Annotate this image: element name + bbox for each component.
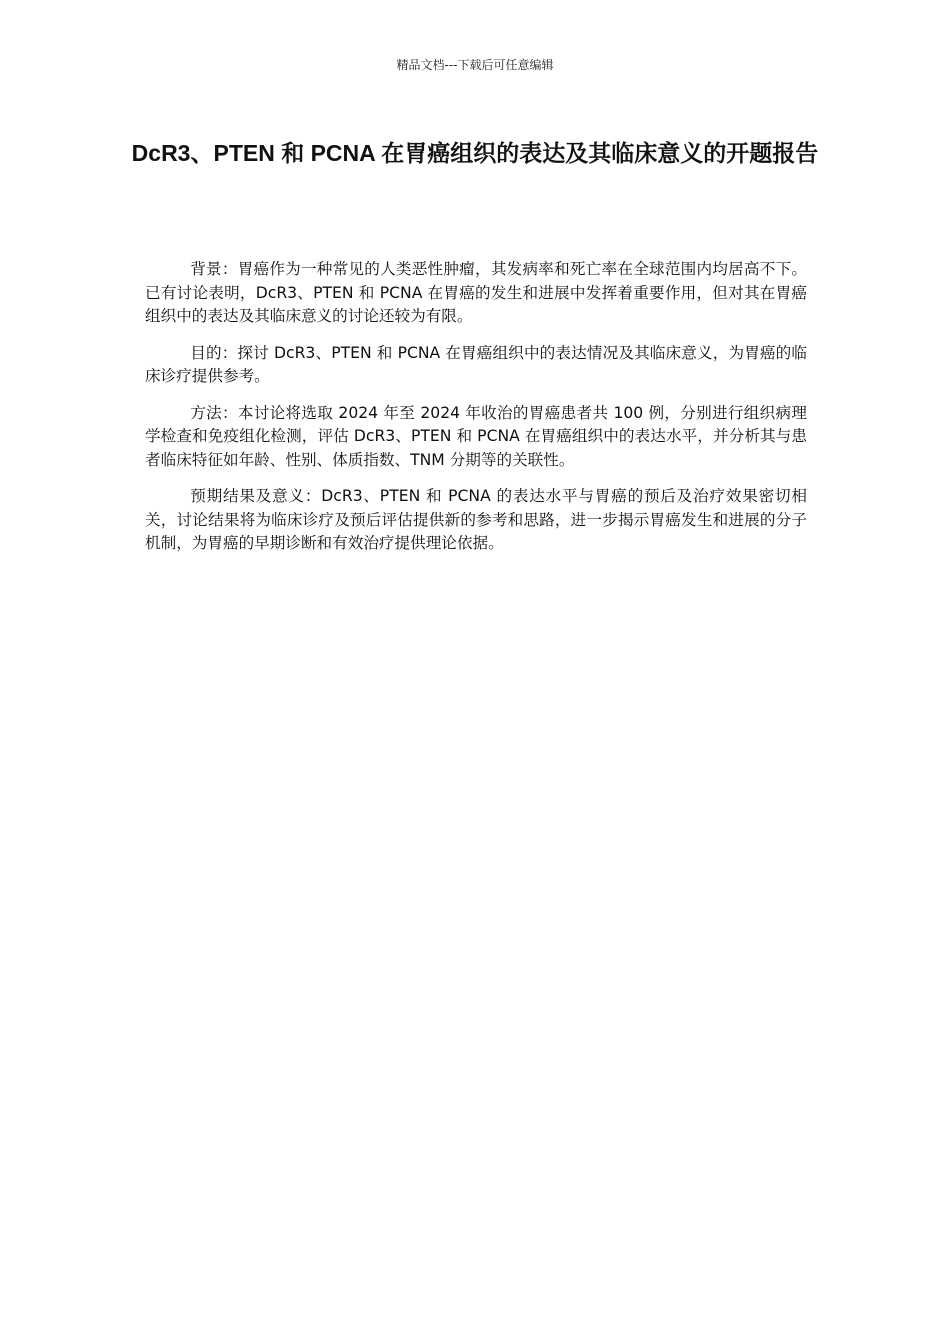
header-note: 精品文档---下载后可任意编辑 [396, 58, 554, 72]
paragraph-methods: 方法：本讨论将选取 2024 年至 2024 年收治的胃癌患者共 100 例，分别进行组织病理学检查和免疫组化检测，评估 DcR3、PTEN 和 PCNA 在胃癌组织中的表达水平，并分析其与患者临床特征如年龄、性别、体质指数、TNM 分期等的关联性。 [145, 403, 807, 469]
paragraph-expected-results: 预期结果及意义：DcR3、PTEN 和 PCNA 的表达水平与胃癌的预后及治疗效果密切相关，讨论结果将为临床诊疗及预后评估提供新的参考和思路，进一步揭示胃癌发生和进展的分子机制，为胃癌的早期诊断和有效治疗提供理论依据。 [145, 487, 807, 552]
paragraph-background: 背景：胃癌作为一种常见的人类恶性肿瘤，其发病率和死亡率在全球范围内均居高不下。已有讨论表明，DcR3、PTEN 和 PCNA 在胃癌的发生和进展中发挥着重要作用，但对其在胃癌组织中的表达及其临床意义的讨论还较为有限。 [145, 260, 807, 325]
document-body [145, 258, 807, 569]
document-title: DcR3、PTEN 和 PCNA 在胃癌组织的表达及其临床意义的开题报告 [131, 140, 819, 166]
paragraph-objective: 目的：探讨 DcR3、PTEN 和 PCNA 在胃癌组织中的表达情况及其临床意义，为胃癌的临床诊疗提供参考。 [145, 343, 807, 385]
